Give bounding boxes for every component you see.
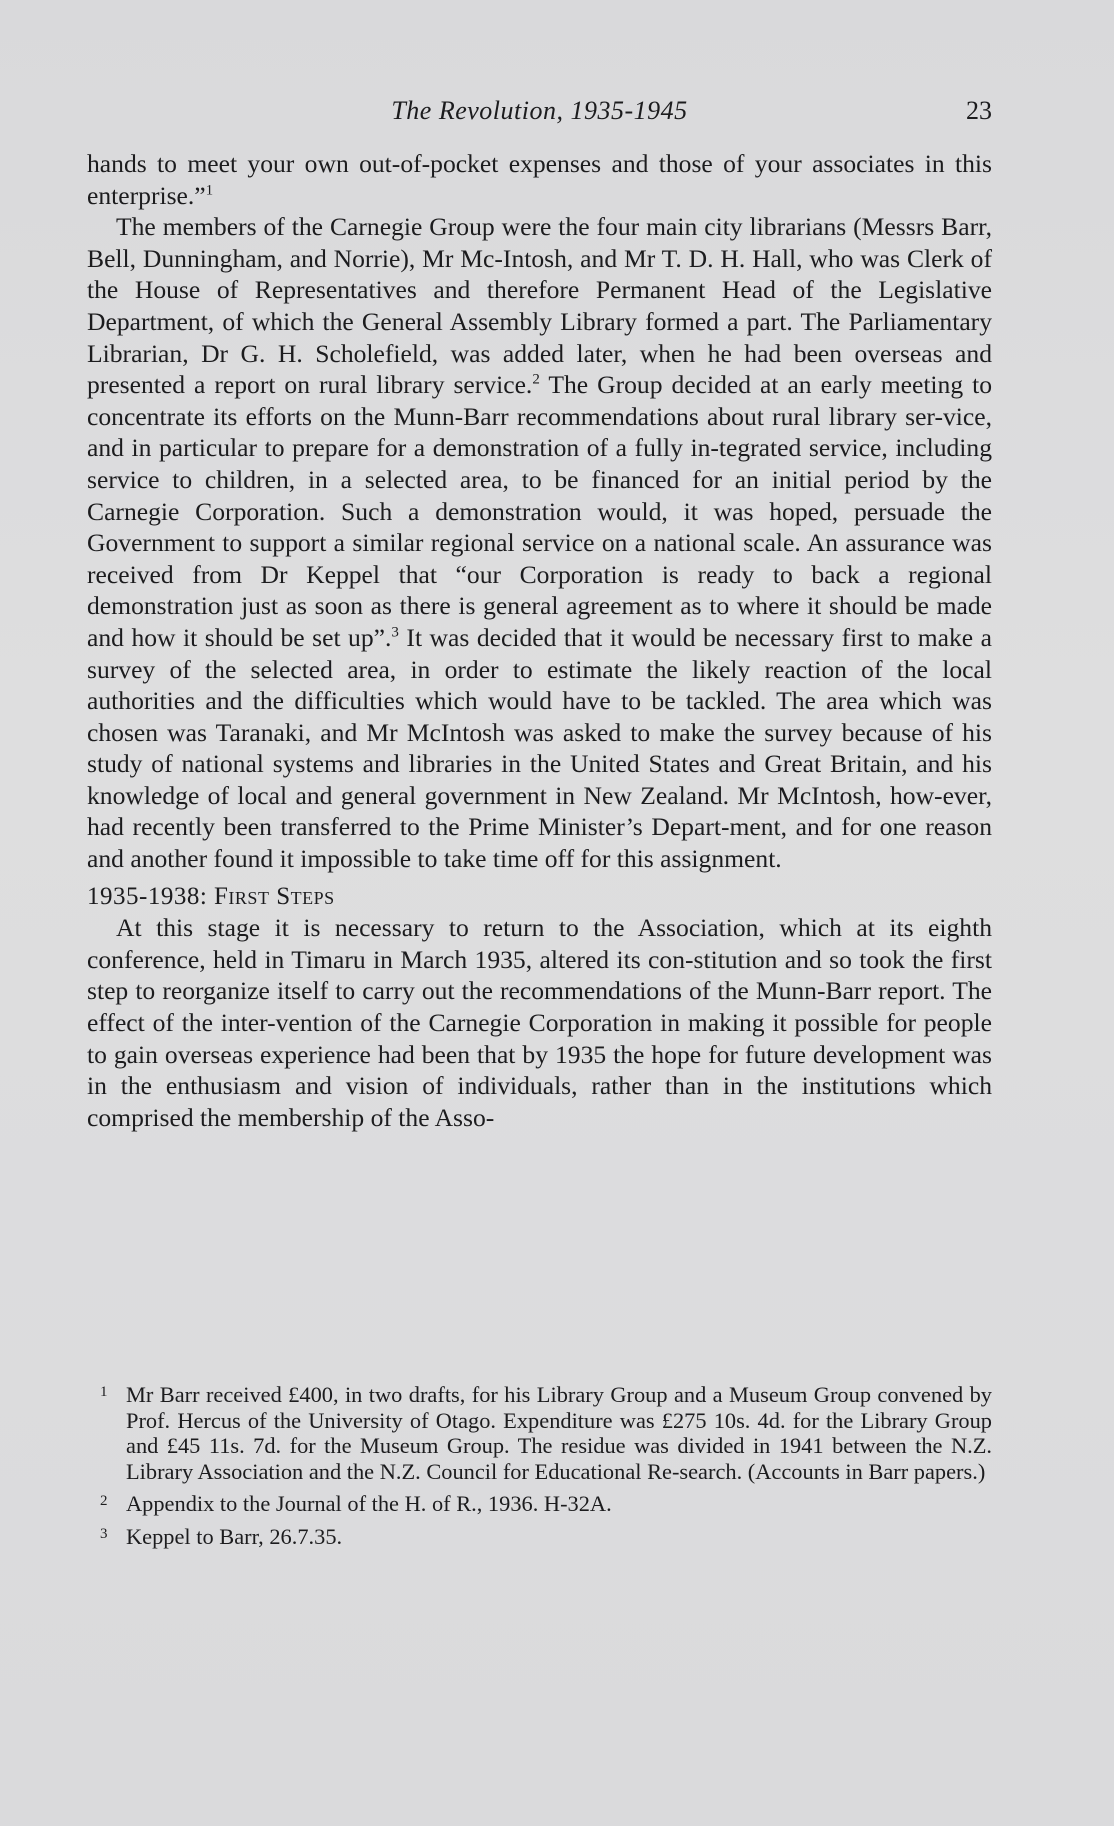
paragraph-carnegie-group bbox=[87, 211, 992, 874]
footnote-ref-2: 2 bbox=[532, 371, 540, 388]
footnote bbox=[87, 1524, 992, 1550]
footnote bbox=[87, 1382, 992, 1484]
running-title: The Revolution, 1935-1945 bbox=[391, 96, 688, 125]
paragraph-text: hands to meet your own out-of-pocket expenses and those of your associates in this enterprise.” bbox=[87, 149, 992, 210]
footnotes bbox=[87, 1382, 992, 1556]
footnote-text: Keppel to Barr, 26.7.35. bbox=[126, 1523, 343, 1549]
section-heading bbox=[87, 881, 992, 913]
footnote-number: 1 bbox=[100, 1384, 108, 1400]
paragraph-continued bbox=[87, 148, 992, 211]
footnote bbox=[87, 1491, 992, 1517]
page-header bbox=[87, 96, 992, 132]
footnote-number: 2 bbox=[100, 1493, 108, 1509]
footnote-text: Appendix to the Journal of the H. of R., 1936. H-32A. bbox=[126, 1491, 612, 1516]
footnote-ref-3: 3 bbox=[391, 624, 399, 641]
paragraph-text: The Group decided at an early meeting to concentrate its efforts on the Munn-Barr recommendations about rural library ser-vice, and in particular to prepare for a demonstration of a fully in-tegrated service, including service to children, in a selected area, to be financed for an initial period by the Carnegie Corporation. Such a demonstration would, it was hoped, persuade the Government to support a similar regional service on a national scale. An assurance was received from Dr Keppel that “our Corporation is ready to back a regional demonstration just as soon as there is general agreement as to where it should be made and how it should be set up”. bbox=[87, 370, 993, 652]
footnote-ref-1: 1 bbox=[205, 182, 214, 199]
paragraph-text: The members of the Carnegie Group were the four main city librarians (Messrs Barr, Bell, Dunningham, and Norrie), Mr Mc-Intosh, and Mr T. D. H. Hall, who was Clerk of the House of Representatives and therefore Permanent Head of the Legislative Department, of which the General Assembly Library formed a part. The Parliamentary Librarian, Dr G. H. Scholefield, was added later, when he had been overseas and presented a report on rural library service. bbox=[87, 212, 992, 400]
section-heading-prefix: 1935-1938: bbox=[87, 882, 215, 910]
footnote-number: 3 bbox=[100, 1525, 108, 1542]
page-number: 23 bbox=[966, 96, 992, 125]
footnote-text: Mr Barr received £400, in two drafts, for his Library Group and a Museum Group convened by Prof. Hercus of the University of Otago. Expenditure was £275 10s. 4d. for the Library Group and £45 11s. 7d. for the Museum Group. The residue was divided in 1941 between the N.Z. Library Association and the N.Z. Council for Educational Re-search. (Accounts in Barr papers.) bbox=[126, 1382, 992, 1484]
body-text bbox=[87, 148, 992, 1133]
section-heading-title: First Steps bbox=[214, 882, 335, 910]
paragraph-association: At this stage it is necessary to return to the Association, which at its eighth conference, held in Timaru in March 1935, altered its con-stitution and so took the first step to reorganize itself to carry out the recommendations of the Munn-Barr report. The effect of the inter-vention of the Carnegie Corporation in making it possible for people to gain overseas experience had been that by 1935 the hope for future development was in the enthusiasm and vision of individuals, rather than in the institutions which comprised the membership of the Asso- bbox=[87, 913, 992, 1132]
paragraph-text: It was decided that it would be necessary first to make a survey of the selected area, in order to estimate the likely reaction of the local authorities and the difficulties which would have to be tackled. The area which was chosen was Taranaki, and Mr McIntosh was asked to make the survey because of his study of national systems and libraries in the United States and Great Britain, and his knowledge of local and general government in New Zealand. Mr McIntosh, how-ever, had recently been transferred to the Prime Minister’s Depart-ment, and for one reason and another found it impossible to take time off for this assignment. bbox=[87, 622, 993, 874]
